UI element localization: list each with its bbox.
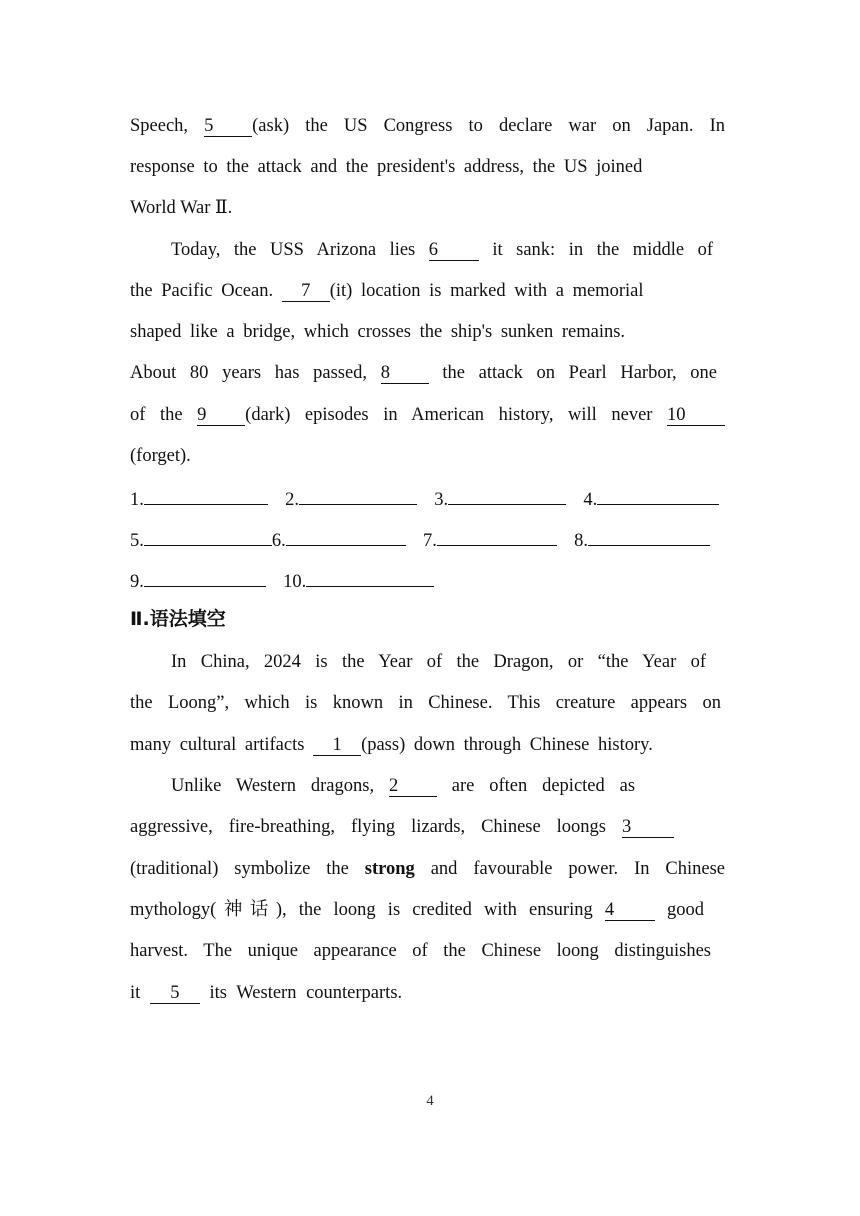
text: Speech,	[130, 116, 189, 136]
answer-row-1	[130, 485, 719, 512]
answer-line-8[interactable]	[588, 526, 710, 546]
answer-line-4[interactable]	[597, 485, 719, 505]
text: (it) location is marked with a memorial	[329, 281, 644, 301]
answer-row-2	[130, 526, 710, 553]
answer-line-5[interactable]	[144, 526, 272, 546]
answer-line-1[interactable]	[144, 485, 268, 505]
text: (traditional) symbolize the	[130, 859, 349, 879]
blank-9[interactable]: 9	[197, 406, 245, 426]
text: harvest. The unique appearance of the Chinese loong distinguishes	[130, 941, 711, 961]
passage1-line-1	[130, 114, 725, 138]
answer-line-3[interactable]	[448, 485, 566, 505]
answer-row-3	[130, 567, 434, 594]
blank-4[interactable]: 4	[605, 901, 655, 921]
text: (pass) down through Chinese history.	[361, 735, 653, 755]
text: many cultural artifacts	[130, 735, 305, 755]
blank-1[interactable]: 1	[313, 736, 361, 756]
text: (forget).	[130, 446, 191, 466]
passage1-line-6	[130, 320, 625, 344]
passage2-line-9	[130, 981, 402, 1005]
blank-2[interactable]: 2	[389, 777, 437, 797]
answer-line-6[interactable]	[286, 526, 406, 546]
text: it sank: in the middle of	[492, 240, 714, 260]
answer-label-3: 3.	[434, 490, 449, 510]
text: aggressive, fire-breathing, flying lizards, Chinese loongs	[130, 817, 607, 837]
answer-line-7[interactable]	[437, 526, 557, 546]
text: shaped like a bridge, which crosses the ship's sunken remains.	[130, 322, 626, 342]
passage2-line-4	[171, 774, 635, 798]
blank-5[interactable]: 5	[204, 117, 252, 137]
answer-label-8: 8.	[574, 531, 588, 551]
text: mythology(神话), the loong is credited with ensuring	[130, 900, 593, 920]
answer-label-10: 10.	[283, 572, 307, 592]
blank-5b[interactable]: 5	[150, 984, 200, 1004]
text: are often depicted as	[451, 776, 636, 796]
answer-label-1: 1.	[130, 490, 144, 510]
text: the Pacific Ocean.	[130, 281, 274, 301]
answer-line-10[interactable]	[306, 567, 434, 587]
answer-label-5: 5.	[130, 531, 144, 551]
blank-7[interactable]: 7	[282, 282, 330, 302]
text: good	[667, 900, 705, 920]
text: and favourable power. In Chinese	[430, 859, 726, 879]
passage1-line-9	[130, 444, 191, 468]
page-number: 4	[426, 1093, 434, 1109]
passage1-line-7	[130, 361, 717, 385]
blank-8[interactable]: 8	[381, 364, 429, 384]
text: it	[130, 983, 141, 1003]
blank-6[interactable]: 6	[429, 241, 479, 261]
text: In China, 2024 is the Year of the Dragon, or “the Year of	[171, 652, 706, 672]
section-title: Ⅱ.语法填空	[130, 608, 226, 630]
text: response to the attack and the president's address, the US joined	[130, 157, 643, 177]
passage2-line-7	[130, 898, 704, 922]
text: Unlike Western dragons,	[171, 776, 375, 796]
passage2-line-8	[130, 939, 711, 963]
answer-label-4: 4.	[583, 490, 598, 510]
blank-10[interactable]: 10	[667, 406, 725, 426]
answer-line-2[interactable]	[299, 485, 417, 505]
passage1-line-4	[171, 238, 713, 262]
text: World War Ⅱ.	[130, 198, 233, 218]
passage2-line-5	[130, 815, 674, 839]
text: its Western counterparts.	[209, 983, 403, 1003]
answer-label-7: 7.	[423, 531, 437, 551]
passage2-line-6	[130, 857, 725, 881]
text: (dark) episodes in American history, will never	[245, 405, 653, 425]
text: About 80 years has passed,	[130, 363, 368, 383]
answer-label-6: 6.	[271, 531, 286, 551]
text: the Loong”, which is known in Chinese. This creature appears on	[130, 693, 721, 713]
answer-label-2: 2.	[285, 490, 299, 510]
passage2-line-3	[130, 733, 653, 757]
text: of the	[130, 405, 183, 425]
text: Today, the USS Arizona lies	[171, 240, 416, 260]
passage1-line-5	[130, 279, 643, 303]
answer-label-9: 9.	[130, 572, 144, 592]
blank-3[interactable]: 3	[622, 818, 674, 838]
passage1-line-3	[130, 196, 232, 220]
text: (ask) the US Congress to declare war on Japan. In	[252, 116, 725, 136]
text: the attack on Pearl Harbor, one	[442, 363, 718, 383]
passage2-line-1	[171, 650, 706, 674]
passage2-line-2	[130, 691, 721, 715]
passage1-line-8	[130, 403, 725, 427]
bold-word: strong	[364, 859, 415, 879]
answer-line-9[interactable]	[144, 567, 266, 587]
passage1-line-2	[130, 155, 642, 179]
